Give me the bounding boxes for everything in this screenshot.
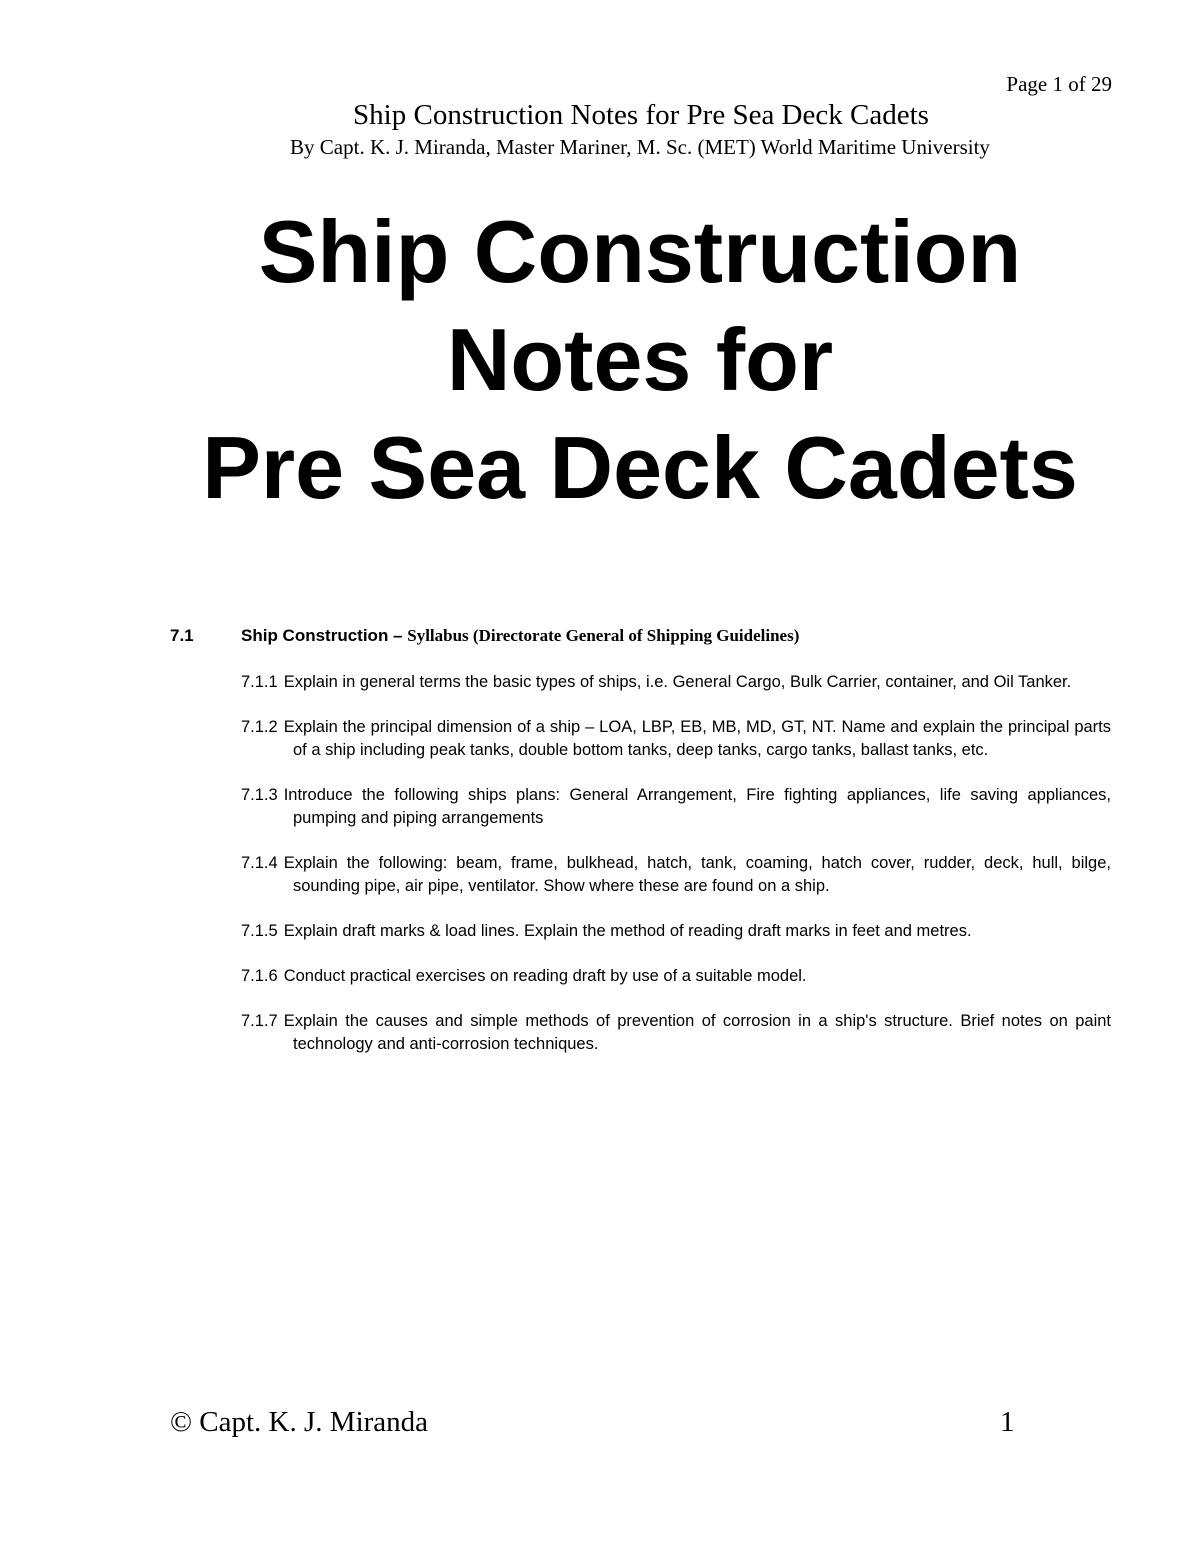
item-number: 7.1.4: [241, 854, 278, 872]
syllabus-item: [241, 671, 1111, 694]
syllabus-item: [241, 1010, 1111, 1056]
item-number: 7.1.7: [241, 1012, 278, 1030]
section-title-serif: Syllabus (Directorate General of Shipping Guidelines): [407, 626, 800, 645]
item-text: Explain draft marks & load lines. Explain the method of reading draft marks in feet and metres.: [283, 922, 972, 940]
syllabus-item: [241, 852, 1111, 898]
item-text: Introduce the following ships plans: General Arrangement, Fire fighting appliances, life saving appliances, pumping and piping arrangements: [283, 786, 1111, 827]
main-title-line-3: Pre Sea Deck Cadets: [202, 418, 1078, 517]
main-title-line-2: Notes for: [446, 310, 834, 409]
item-number: 7.1.6: [241, 967, 278, 985]
item-text: Conduct practical exercises on reading draft by use of a suitable model.: [283, 967, 807, 985]
syllabus-item: [241, 716, 1111, 762]
main-title: [100, 198, 1180, 522]
section-title: [241, 626, 799, 646]
page-label: Page 1 of 29: [1006, 72, 1112, 96]
section-title-bold: Ship Construction –: [241, 626, 408, 645]
item-number: 7.1.3: [241, 786, 278, 804]
footer-page-number: 1: [1000, 1406, 1015, 1438]
syllabus-item: [241, 965, 1111, 988]
item-text: Explain in general terms the basic types of ships, i.e. General Cargo, Bulk Carrier, container, and Oil Tanker.: [283, 673, 1072, 691]
syllabus-items: [241, 671, 1111, 1078]
item-number: 7.1.1: [241, 673, 278, 691]
author-line: By Capt. K. J. Miranda, Master Mariner, M. Sc. (MET) World Maritime University: [290, 135, 990, 159]
item-text: Explain the causes and simple methods of prevention of corrosion in a ship's structure. Brief notes on paint technology and anti-corrosion techniques.: [283, 1012, 1111, 1053]
syllabus-item: [241, 784, 1111, 830]
header-title: Ship Construction Notes for Pre Sea Deck Cadets: [353, 99, 929, 131]
section-number: 7.1: [170, 626, 194, 645]
syllabus-item: [241, 920, 1111, 943]
item-number: 7.1.5: [241, 922, 278, 940]
item-number: 7.1.2: [241, 718, 278, 736]
item-text: Explain the following: beam, frame, bulkhead, hatch, tank, coaming, hatch cover, rudder, deck, hull, bilge, sounding pipe, air pipe, ventilator. Show where these are found on a ship.: [283, 854, 1111, 895]
main-title-line-1: Ship Construction: [258, 202, 1022, 301]
footer-copyright: © Capt. K. J. Miranda: [170, 1406, 429, 1438]
item-text: Explain the principal dimension of a ship – LOA, LBP, EB, MB, MD, GT, NT. Name and explain the principal parts of a ship including peak tanks, double bottom tanks, deep tanks, cargo tanks, ballast tanks, etc.: [283, 718, 1111, 759]
